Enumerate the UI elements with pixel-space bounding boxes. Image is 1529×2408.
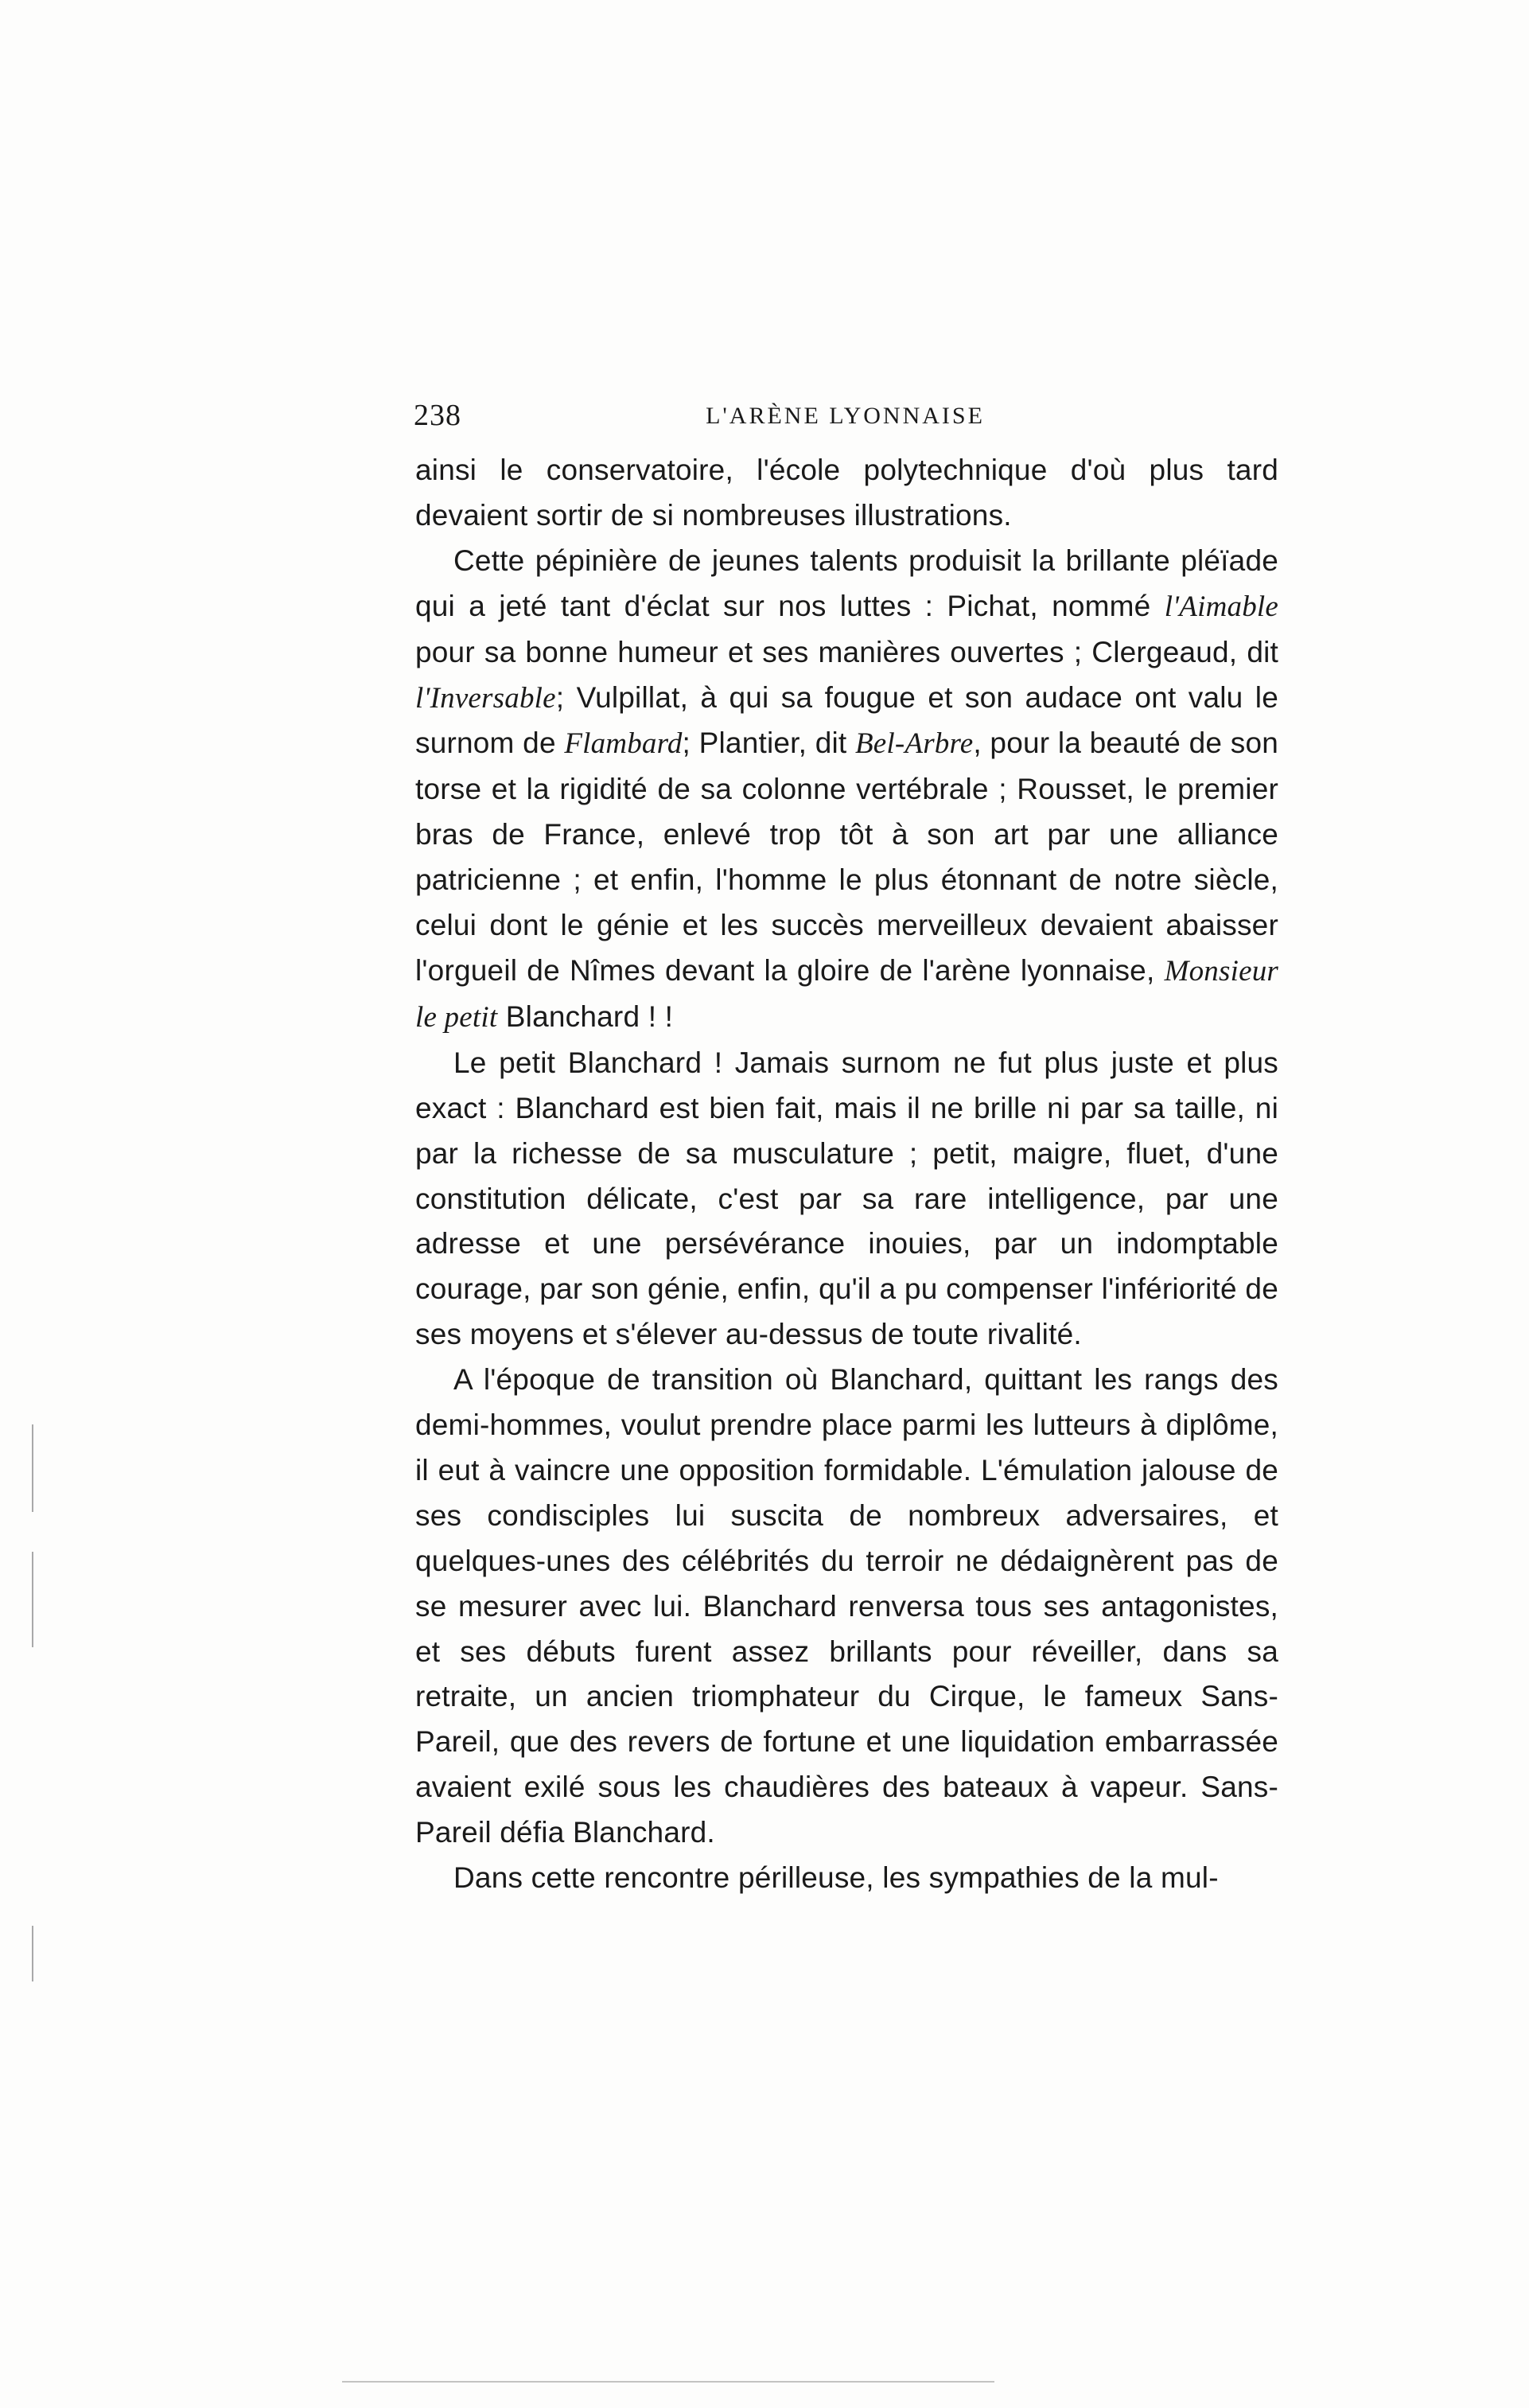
italic-text: l'Inversable (415, 681, 556, 715)
paragraph-3 (415, 1041, 1278, 1358)
paragraph-1 (415, 448, 1278, 539)
text-segment: ainsi le conservatoire, l'école polytechnique d'où plus tard devaient sortir de si nombreuses illustrations. (415, 454, 1278, 532)
text-segment: A l'époque de transition où Blanchard, quittant les rangs des demi-hommes, voulut prendre place parmi les lutteurs à diplôme, il eut à vaincre une opposition formidable. L'émulation jalouse de ses condisciples lui suscita de nombreux adversaires, et quelques-unes des célébrités du terroir ne dédaignèrent pas de se mesurer avec lui. Blanchard renversa tous ses antagonistes, et ses débuts furent assez brillants pour réveiller, dans sa retraite, un ancien triomphateur du Cirque, le fameux Sans-Pareil, que des revers de fortune et une liquidation embarrassée avaient exilé sous les chaudières des bateaux à vapeur. Sans-Pareil défia Blanchard. (415, 1363, 1278, 1849)
scan-artifact-left-3 (32, 1926, 33, 1981)
paragraph-2 (415, 539, 1278, 1041)
scan-artifact-bottom (342, 2381, 994, 2383)
text-segment: pour sa bonne humeur et ses manières ouvertes ; Clergeaud, dit (415, 635, 1278, 668)
page-header (414, 398, 1277, 446)
scan-artifact-left-1 (32, 1424, 33, 1512)
paragraph-4 (415, 1358, 1278, 1856)
paragraph-5 (415, 1856, 1278, 1901)
text-segment: Cette pépinière de jeunes talents produisit la brillante pléïade qui a jeté tant d'éclat sur nos luttes : Pichat, nommé (415, 544, 1278, 622)
body-text (415, 448, 1278, 1901)
text-segment: ; Plantier, dit (682, 727, 855, 760)
page-number: 238 (414, 399, 461, 432)
italic-text: l'Aimable (1164, 590, 1278, 623)
text-segment: Le petit Blanchard ! Jamais surnom ne fut plus juste et plus exact : Blanchard est bien fait, mais il ne brille ni par sa taille, ni par la richesse de sa musculature ; petit, maigre, fluet, d'une constitution délicate, c'est par sa rare intelligence, par une adresse et une persévérance inouies, par un indomptable courage, par son génie, enfin, qu'il a pu compenser l'infériorité de ses moyens et s'élever au-dessus de toute rivalité. (415, 1046, 1278, 1351)
scan-artifact-left-2 (32, 1552, 33, 1647)
running-title: L'ARÈNE LYONNAISE (706, 403, 985, 429)
italic-text: Flambard (564, 727, 683, 761)
text-segment: , pour la beauté de son torse et la rigidité de sa colonne vertébrale ; Rousset, le premier bras de France, enlevé trop tôt à son art par une alliance patricienne ; et enfin, l'homme le plus étonnant de notre siècle, celui dont le génie et les succès merveilleux devaient abaisser l'orgueil de Nîmes devant la gloire de l'arène lyonnaise, (415, 727, 1278, 987)
text-segment: Dans cette rencontre périlleuse, les sympathies de la mul- (453, 1861, 1219, 1895)
italic-text: Bel-Arbre (854, 727, 974, 761)
text-segment: Blanchard ! ! (497, 999, 674, 1033)
italic-text: Monsieur le petit (415, 954, 1278, 1034)
text-segment: ; Vulpillat, à qui sa fougue et son audace ont valu le surnom de (415, 680, 1278, 760)
